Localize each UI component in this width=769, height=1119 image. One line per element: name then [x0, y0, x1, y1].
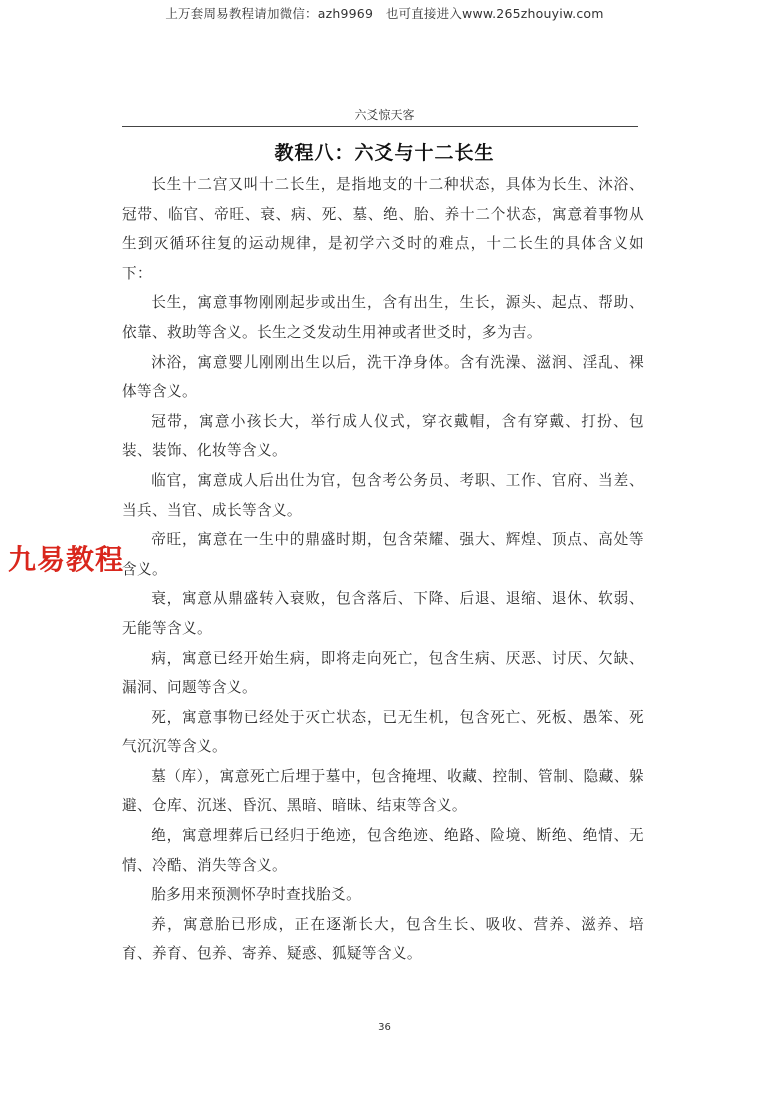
body-text [122, 170, 644, 969]
paragraph-tai: 胎多用来预测怀孕时查找胎爻。 [151, 886, 362, 904]
page-number: 36 [378, 1022, 391, 1033]
paragraph-changsheng: 长生，寓意事物刚刚起步或出生，含有出生，生长，源头、起点、帮助、依靠、救助等含义。长生之爻发动生用神或者世爻时，多为吉。 [122, 294, 644, 341]
watermark-logo: 九易教程 [8, 543, 125, 576]
paragraph-si: 死，寓意事物已经处于灭亡状态，已无生机，包含死亡、死板、愚笨、死气沉沉等含义。 [122, 708, 644, 756]
paragraph-guandai: 冠带，寓意小孩长大，举行成人仪式，穿衣戴帽，含有穿戴、打扮、包装、装饰、化妆等含义。 [122, 412, 644, 460]
paragraph-muyu: 沐浴，寓意婴儿刚刚出生以后，洗干净身体。含有洗澡、滋润、淫乱、裸体等含义。 [122, 353, 644, 401]
paragraph-jue: 绝，寓意埋葬后已经归于绝迹，包含绝迹、绝路、险境、断绝、绝情、无情、冷酷、消失等含义。 [122, 827, 644, 874]
running-header: 六爻惊天客 [354, 108, 415, 122]
page-title: 教程八：六爻与十二长生 [274, 142, 495, 164]
paragraph-intro: 长生十二宫又叫十二长生，是指地支的十二种状态，具体为长生、沐浴、冠带、临官、帝旺、衰、病、死、墓、绝、胎、养十二个状态，寓意着事物从生到灭循环往复的运动规律，是初学六爻时的难点，十二长生的具体含义如下： [122, 176, 644, 282]
paragraph-diwang: 帝旺，寓意在一生中的鼎盛时期，包含荣耀、强大、辉煌、顶点、高处等含义。 [122, 531, 644, 578]
paragraph-bing: 病，寓意已经开始生病，即将走向死亡，包含生病、厌恶、讨厌、欠缺、漏洞、问题等含义。 [122, 649, 644, 697]
paragraph-linguan: 临官，寓意成人后出仕为官，包含考公务员、考职、工作、官府、当差、当兵、当官、成长等含义。 [122, 471, 644, 519]
paragraph-yang: 养，寓意胎已形成，正在逐渐长大，包含生长、吸收、营养、滋养、培育、养育、包养、寄养、疑惑、狐疑等含义。 [122, 915, 644, 963]
paragraph-shuai: 衰，寓意从鼎盛转入衰败，包含落后、下降、后退、退缩、退休、软弱、无能等含义。 [122, 590, 644, 637]
paragraph-mu: 墓（库），寓意死亡后埋于墓中，包含掩埋、收藏、控制、管制、隐藏、躲避、仓库、沉迷、昏沉、黑暗、暗昧、结束等含义。 [122, 767, 644, 815]
header-rule [122, 126, 638, 127]
top-banner: 上万套周易教程请加微信：azh9969 也可直接进入www.265zhouyiw.com [165, 6, 604, 21]
